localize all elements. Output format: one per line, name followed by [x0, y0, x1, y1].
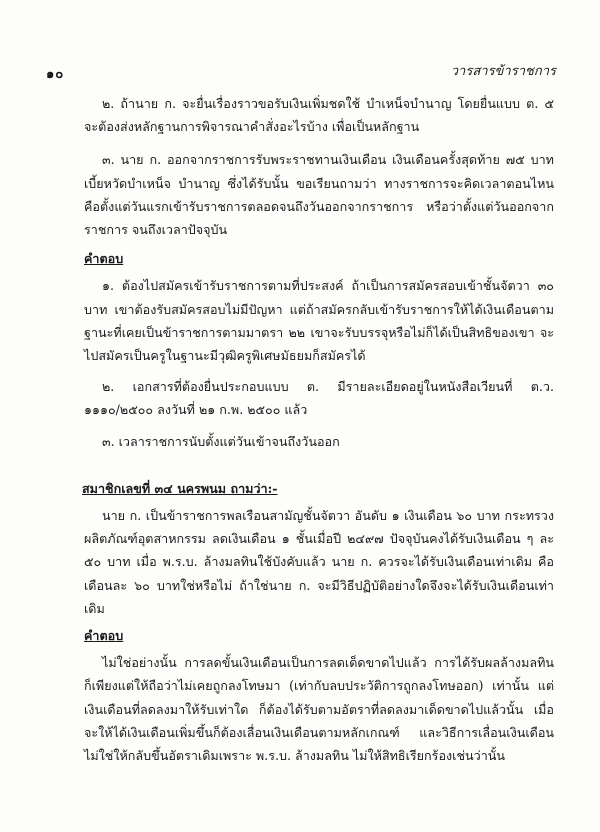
question-3-paragraph: ๓. นาย ก. ออกจากราชการรับพระราชทานเงินเดือน เงินเดือนครั้งสุดท้าย ๗๕ บาท เบี้ยหวัดบำเหน็จ บำนาญ ซึ่งได้รับนั้น ขอเรียนถามว่า ทางราชการจะคิดเวลาตอนไหน คือตั้งแต่วันแรกเข้ารับราชการตลอดจนถึงวันออกจากราชการ หรือว่าตั้งแต่วันออกจากราชการ จนถึงเวลาปัจจุบัน — [84, 152, 554, 238]
body-text — [84, 92, 554, 767]
running-head: วารสารข้าราชการ — [450, 64, 556, 79]
answer-3-paragraph: ๓. เวลาราชการนับตั้งแต่วันเข้าจนถึงวันออก — [102, 433, 340, 449]
answer-2-paragraph: ๒. เอกสารที่ต้องยื่นประกอบแบบ ต. มีรายละเอียดอยู่ในหนังสือเวียนที่ ต.ว. ๑๑๑๐/๒๕๐๐ ลงวันที่ ๒๑ ก.พ. ๒๕๐๐ แล้ว — [84, 379, 554, 418]
answer-1-paragraph: ๑. ต้องไปสมัครเข้ารับราชการตามที่ประสงค์ ถ้าเป็นการสมัครสอบเข้าชั้นจัตวา ๓๐ บาท เขาต้องรับสมัครสอบไม่มีปัญหา แต่ถ้าสมัครกลับเข้ารับราชการให้ได้เงินเดือนตามฐานะที่เคยเป็นข้าราชการตามมาตรา ๒๒ เขาจะรับบรรจุหรือไม่ก็ได้เป็นสิทธิของเขา จะไปสมัครเป็นครูในฐานะมีวุฒิครูพิเศษมัธยมก็สมัครได้ — [84, 278, 554, 364]
member-question-paragraph: นาย ก. เป็นข้าราชการพลเรือนสามัญชั้นจัตวา อันดับ ๑ เงินเดือน ๖๐ บาท กระทรวงผลิตภัณฑ์อุตสาหกรรม ลดเงินเดือน ๑ ชั้นเมื่อปี ๒๔๙๗ ปัจจุบันคงได้รับเงินเดือน ๆ ละ ๕๐ บาท เมื่อ พ.ร.บ. ล้างมลทินใช้บังคับแล้ว นาย ก. ควรจะได้รับเงินเดือนเท่าเดิม คือเดือนละ ๖๐ บาทใช่หรือไม่ ถ้าใช่นาย ก. จะมีวิธีปฏิบัติอย่างใดจึงจะได้รับเงินเดือนเท่าเดิม — [84, 508, 554, 616]
answer-4-paragraph: ไม่ใช่อย่างนั้น การลดขั้นเงินเดือนเป็นการลดเด็ดขาดไปแล้ว การได้รับผลล้างมลทินก็เพียงแต่ให้ถือว่าไม่เคยถูกลงโทษมา (เท่ากับลบประวัติการถูกลงโทษออก) เท่านั้น แต่เงินเดือนที่ลดลงมาให้รับเท่าใด ก็ต้องได้รับตามอัตราที่ลดลงมาเด็ดขาดไปแล้วนั้น เมื่อจะให้ได้เงินเดือนเพิ่มขึ้นก็ต้องเลื่อนเงินเดือนตามหลักเกณฑ์ และวิธีการเลื่อนเงินเดือน ไม่ใช่ให้กลับขึ้นอัตราเดิมเพราะ พ.ร.บ. ล้างมลทิน ไม่ให้สิทธิเรียกร้องเช่นว่านั้น — [84, 655, 554, 764]
answer-heading-1: คำตอบ — [84, 251, 124, 267]
question-2-paragraph: ๒. ถ้านาย ก. จะยื่นเรื่องราวขอรับเงินเพิ่มชดใช้ บำเหน็จบำนาญ โดยยื่นแบบ ต. ๕ จะต้องส่งหลักฐานการพิจารณาคำสั่งอะไรบ้าง เพื่อเป็นหลักฐาน — [84, 96, 554, 135]
page-number: ๑๐ — [46, 67, 65, 82]
member-question-heading: สมาชิกเลขที่ ๓๔ นครพนม ถามว่า:- — [82, 480, 278, 496]
answer-heading-2: คำตอบ — [84, 628, 124, 644]
